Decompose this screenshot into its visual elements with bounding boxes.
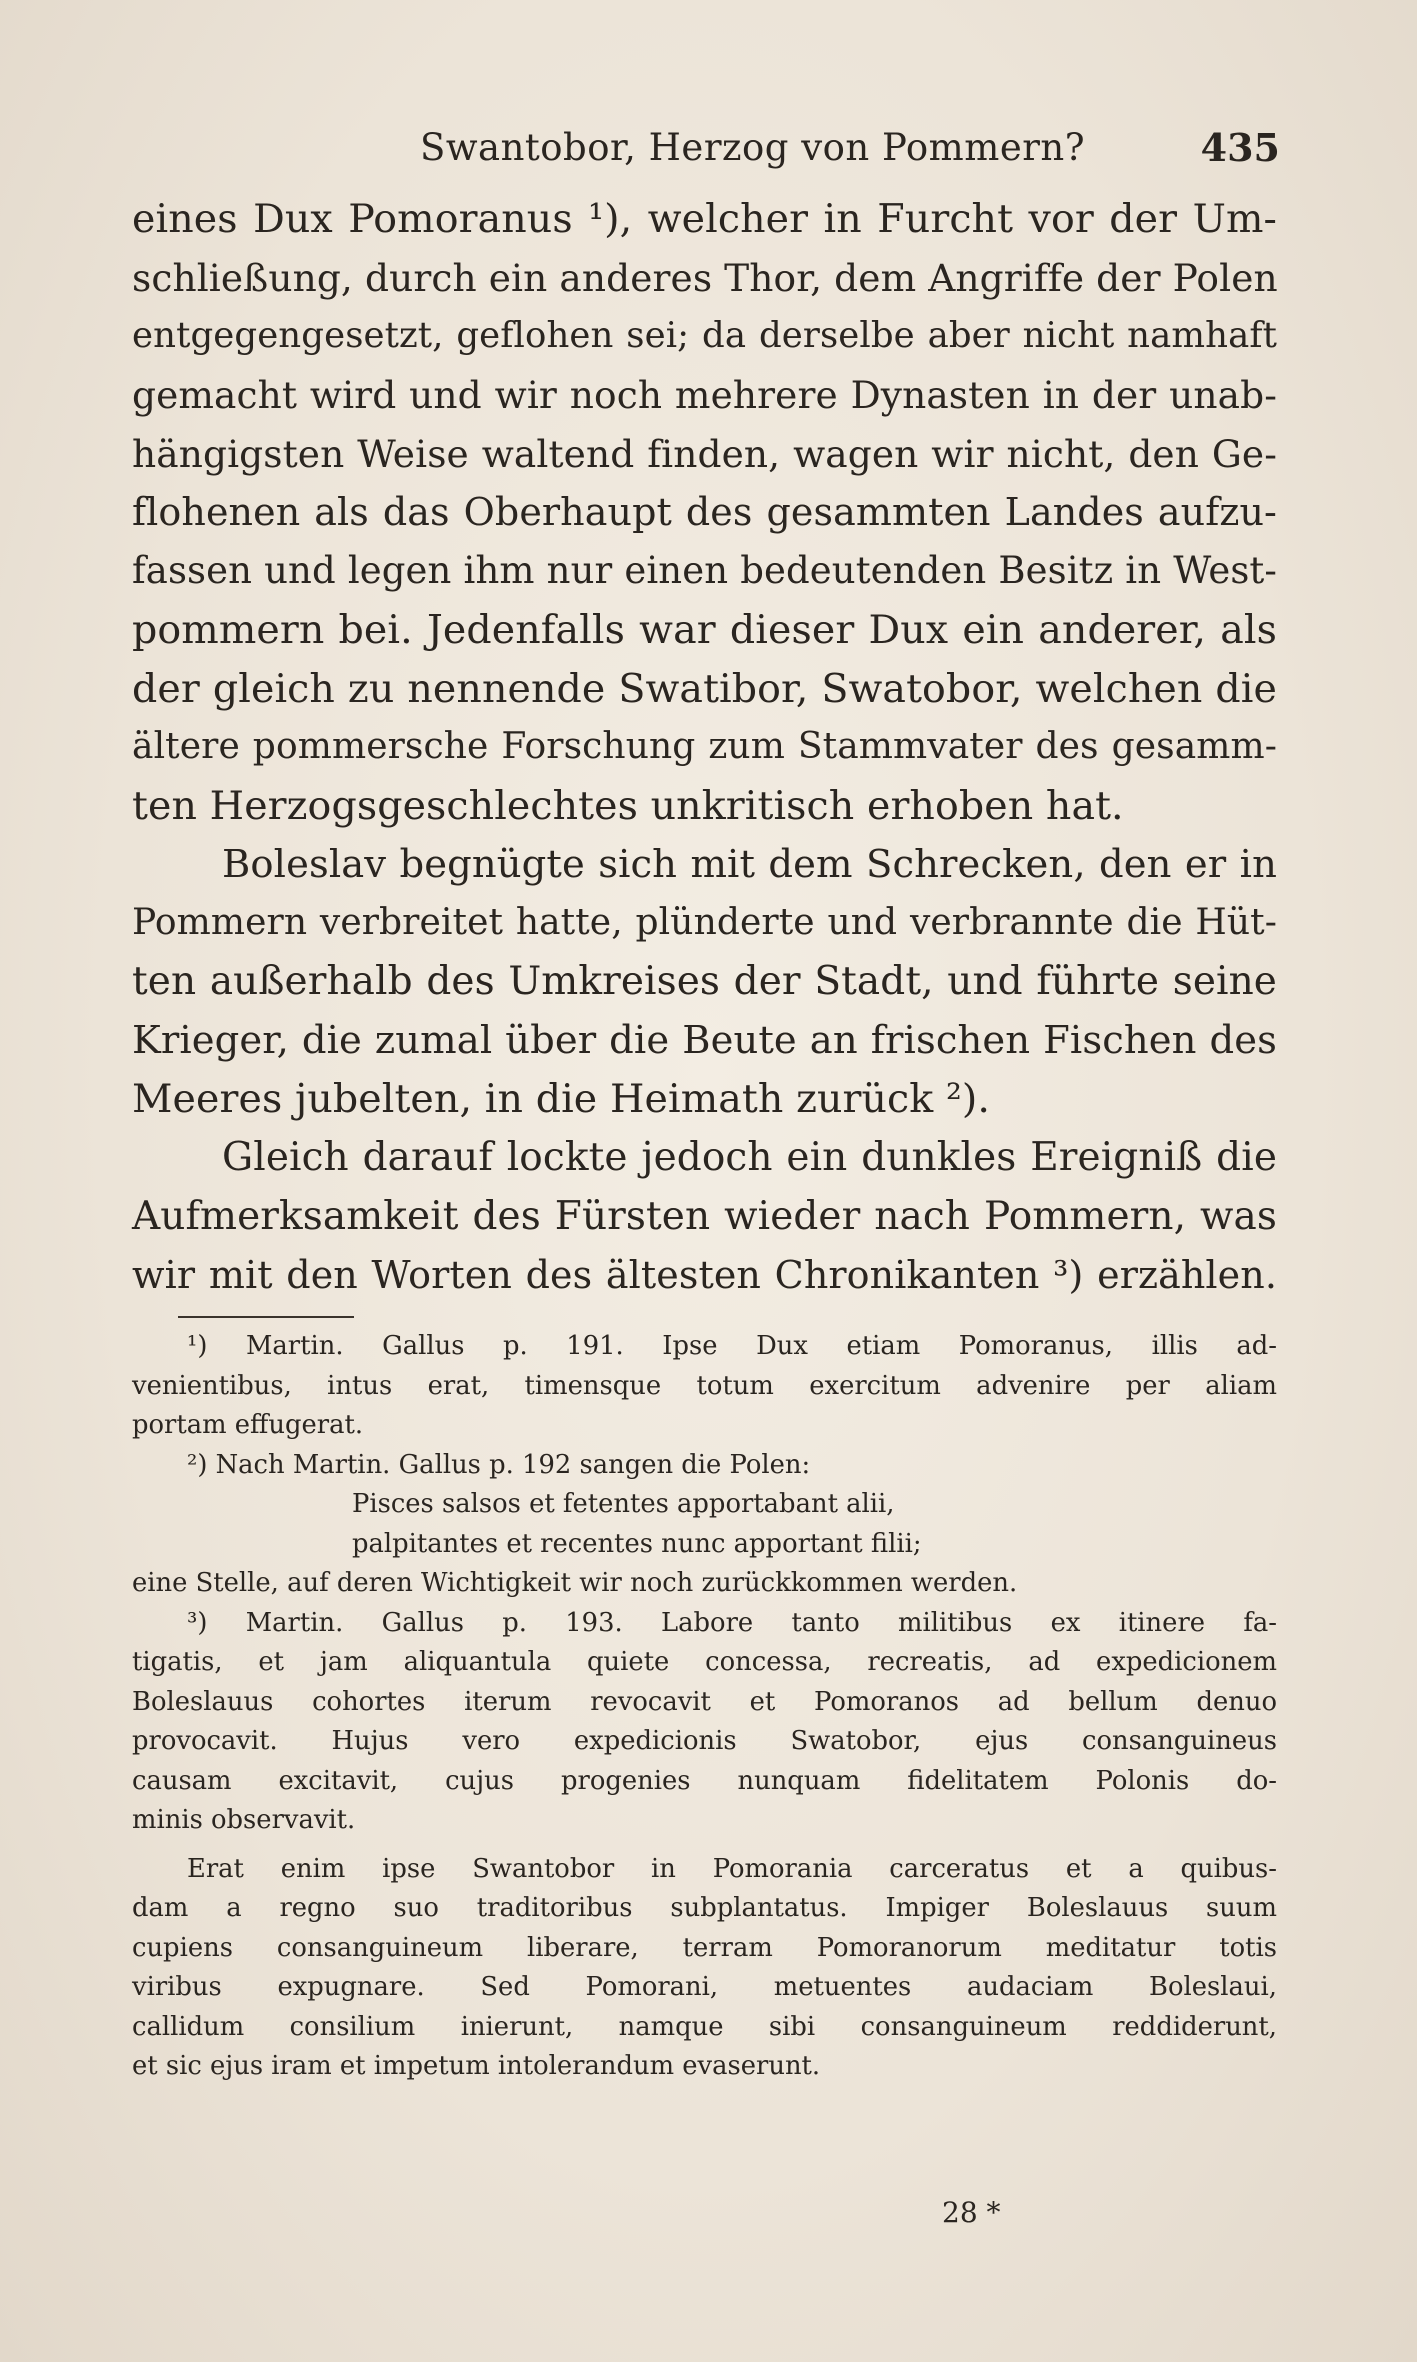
- page-header: [135, 118, 1280, 178]
- text-line: der gleich zu nennende Swatibor, Swatobor, welchen die: [132, 665, 1277, 712]
- footnote-line: provocavit. Hujus vero expedicionis Swatobor, ejus consanguineus: [132, 1726, 1277, 1756]
- text-line: Krieger, die zumal über die Beute an frischen Fischen des: [132, 1017, 1277, 1063]
- footnote-line: callidum consilium inierunt, namque sibi consanguineum reddiderunt,: [132, 2011, 1277, 2042]
- footnote-line: et sic ejus iram et impetum intolerandum evaserunt.: [132, 2051, 821, 2081]
- text-line: ältere pommersche Forschung zum Stammvater des gesamm-: [132, 726, 1277, 768]
- text-line: Gleich darauf lockte jedoch ein dunkles Ereigniß die: [222, 1135, 1277, 1180]
- footnote-verse-line: palpitantes et recentes nunc apportant filii;: [352, 1528, 922, 1559]
- text-line: ten außerhalb des Umkreises der Stadt, und führte seine: [132, 958, 1277, 1004]
- signature-mark: 28 *: [942, 2196, 1001, 2229]
- text-line: ten Herzogsgeschlechtes unkritisch erhoben hat.: [132, 782, 1124, 829]
- footnote-line: viribus expugnare. Sed Pomorani, metuentes audaciam Boleslaui,: [132, 1972, 1277, 2002]
- text-line: flohenen als das Oberhaupt des gesammten Landes aufzu-: [132, 490, 1277, 535]
- text-line: hängigsten Weise waltend finden, wagen wir nicht, den Ge-: [132, 431, 1277, 476]
- footnote-line: ³) Martin. Gallus p. 193. Labore tanto militibus ex itinere fa-: [187, 1607, 1277, 1638]
- footnote-line: Boleslauus cohortes iterum revocavit et Pomoranos ad bellum denuo: [132, 1686, 1277, 1717]
- text-line: entgegengesetzt, geflohen sei; da derselbe aber nicht namhaft: [132, 315, 1277, 357]
- text-line: eines Dux Pomoranus ¹), welcher in Furcht vor der Um-: [132, 196, 1277, 242]
- footnote-line: minis observavit.: [132, 1805, 356, 1835]
- main-text: [132, 190, 1277, 1305]
- text-line: pommern bei. Jedenfalls war dieser Dux ein anderer, als: [132, 606, 1277, 653]
- footnotes: [132, 1318, 1277, 2087]
- footnote-line: dam a regno suo traditoribus subplantatus. Impiger Boleslauus suum: [132, 1893, 1277, 1923]
- text-line: Boleslav begnügte sich mit dem Schrecken, den er in: [222, 841, 1277, 887]
- footnote-line: causam excitavit, cujus progenies nunquam fidelitatem Polonis do-: [132, 1765, 1277, 1796]
- footnote-line: eine Stelle, auf deren Wichtigkeit wir noch zurückkommen werden.: [132, 1568, 1018, 1598]
- footnote-line: Erat enim ipse Swantobor in Pomorania carceratus et a quibus-: [187, 1853, 1277, 1884]
- footnote-line: venientibus, intus erat, timensque totum exercitum advenire per aliam: [132, 1370, 1277, 1401]
- text-line: fassen und legen ihm nur einen bedeutenden Besitz in West-: [132, 549, 1277, 593]
- text-line: Aufmerksamkeit des Fürsten wieder nach Pommern, was: [132, 1193, 1277, 1239]
- footnote-verse-line: Pisces salsos et fetentes apportabant alii,: [352, 1489, 895, 1519]
- text-line: wir mit den Worten des ältesten Chronikanten ³) erzählen.: [132, 1253, 1277, 1298]
- text-line: Pommern verbreitet hatte, plünderte und verbrannte die Hüt-: [132, 902, 1277, 944]
- text-line: Meeres jubelten, in die Heimath zurück ²).: [132, 1076, 991, 1123]
- running-title: Swantobor, Herzog von Pommern?: [420, 126, 1086, 169]
- page-number: 435: [1200, 125, 1280, 170]
- text-line: gemacht wird und wir noch mehrere Dynasten in der unab-: [132, 373, 1277, 418]
- footnote-line: cupiens consanguineum liberare, terram Pomoranorum meditatur totis: [132, 1932, 1277, 1963]
- footnote-line: ¹) Martin. Gallus p. 191. Ipse Dux etiam Pomoranus, illis ad-: [187, 1331, 1277, 1361]
- footnote-line: portam effugerat.: [132, 1410, 364, 1440]
- text-line: schließung, durch ein anderes Thor, dem Angriffe der Polen: [132, 255, 1278, 300]
- footnote-line: tigatis, et jam aliquantula quiete concessa, recreatis, ad expedicionem: [132, 1647, 1277, 1677]
- footnote-line: ²) Nach Martin. Gallus p. 192 sangen die Polen:: [187, 1449, 811, 1480]
